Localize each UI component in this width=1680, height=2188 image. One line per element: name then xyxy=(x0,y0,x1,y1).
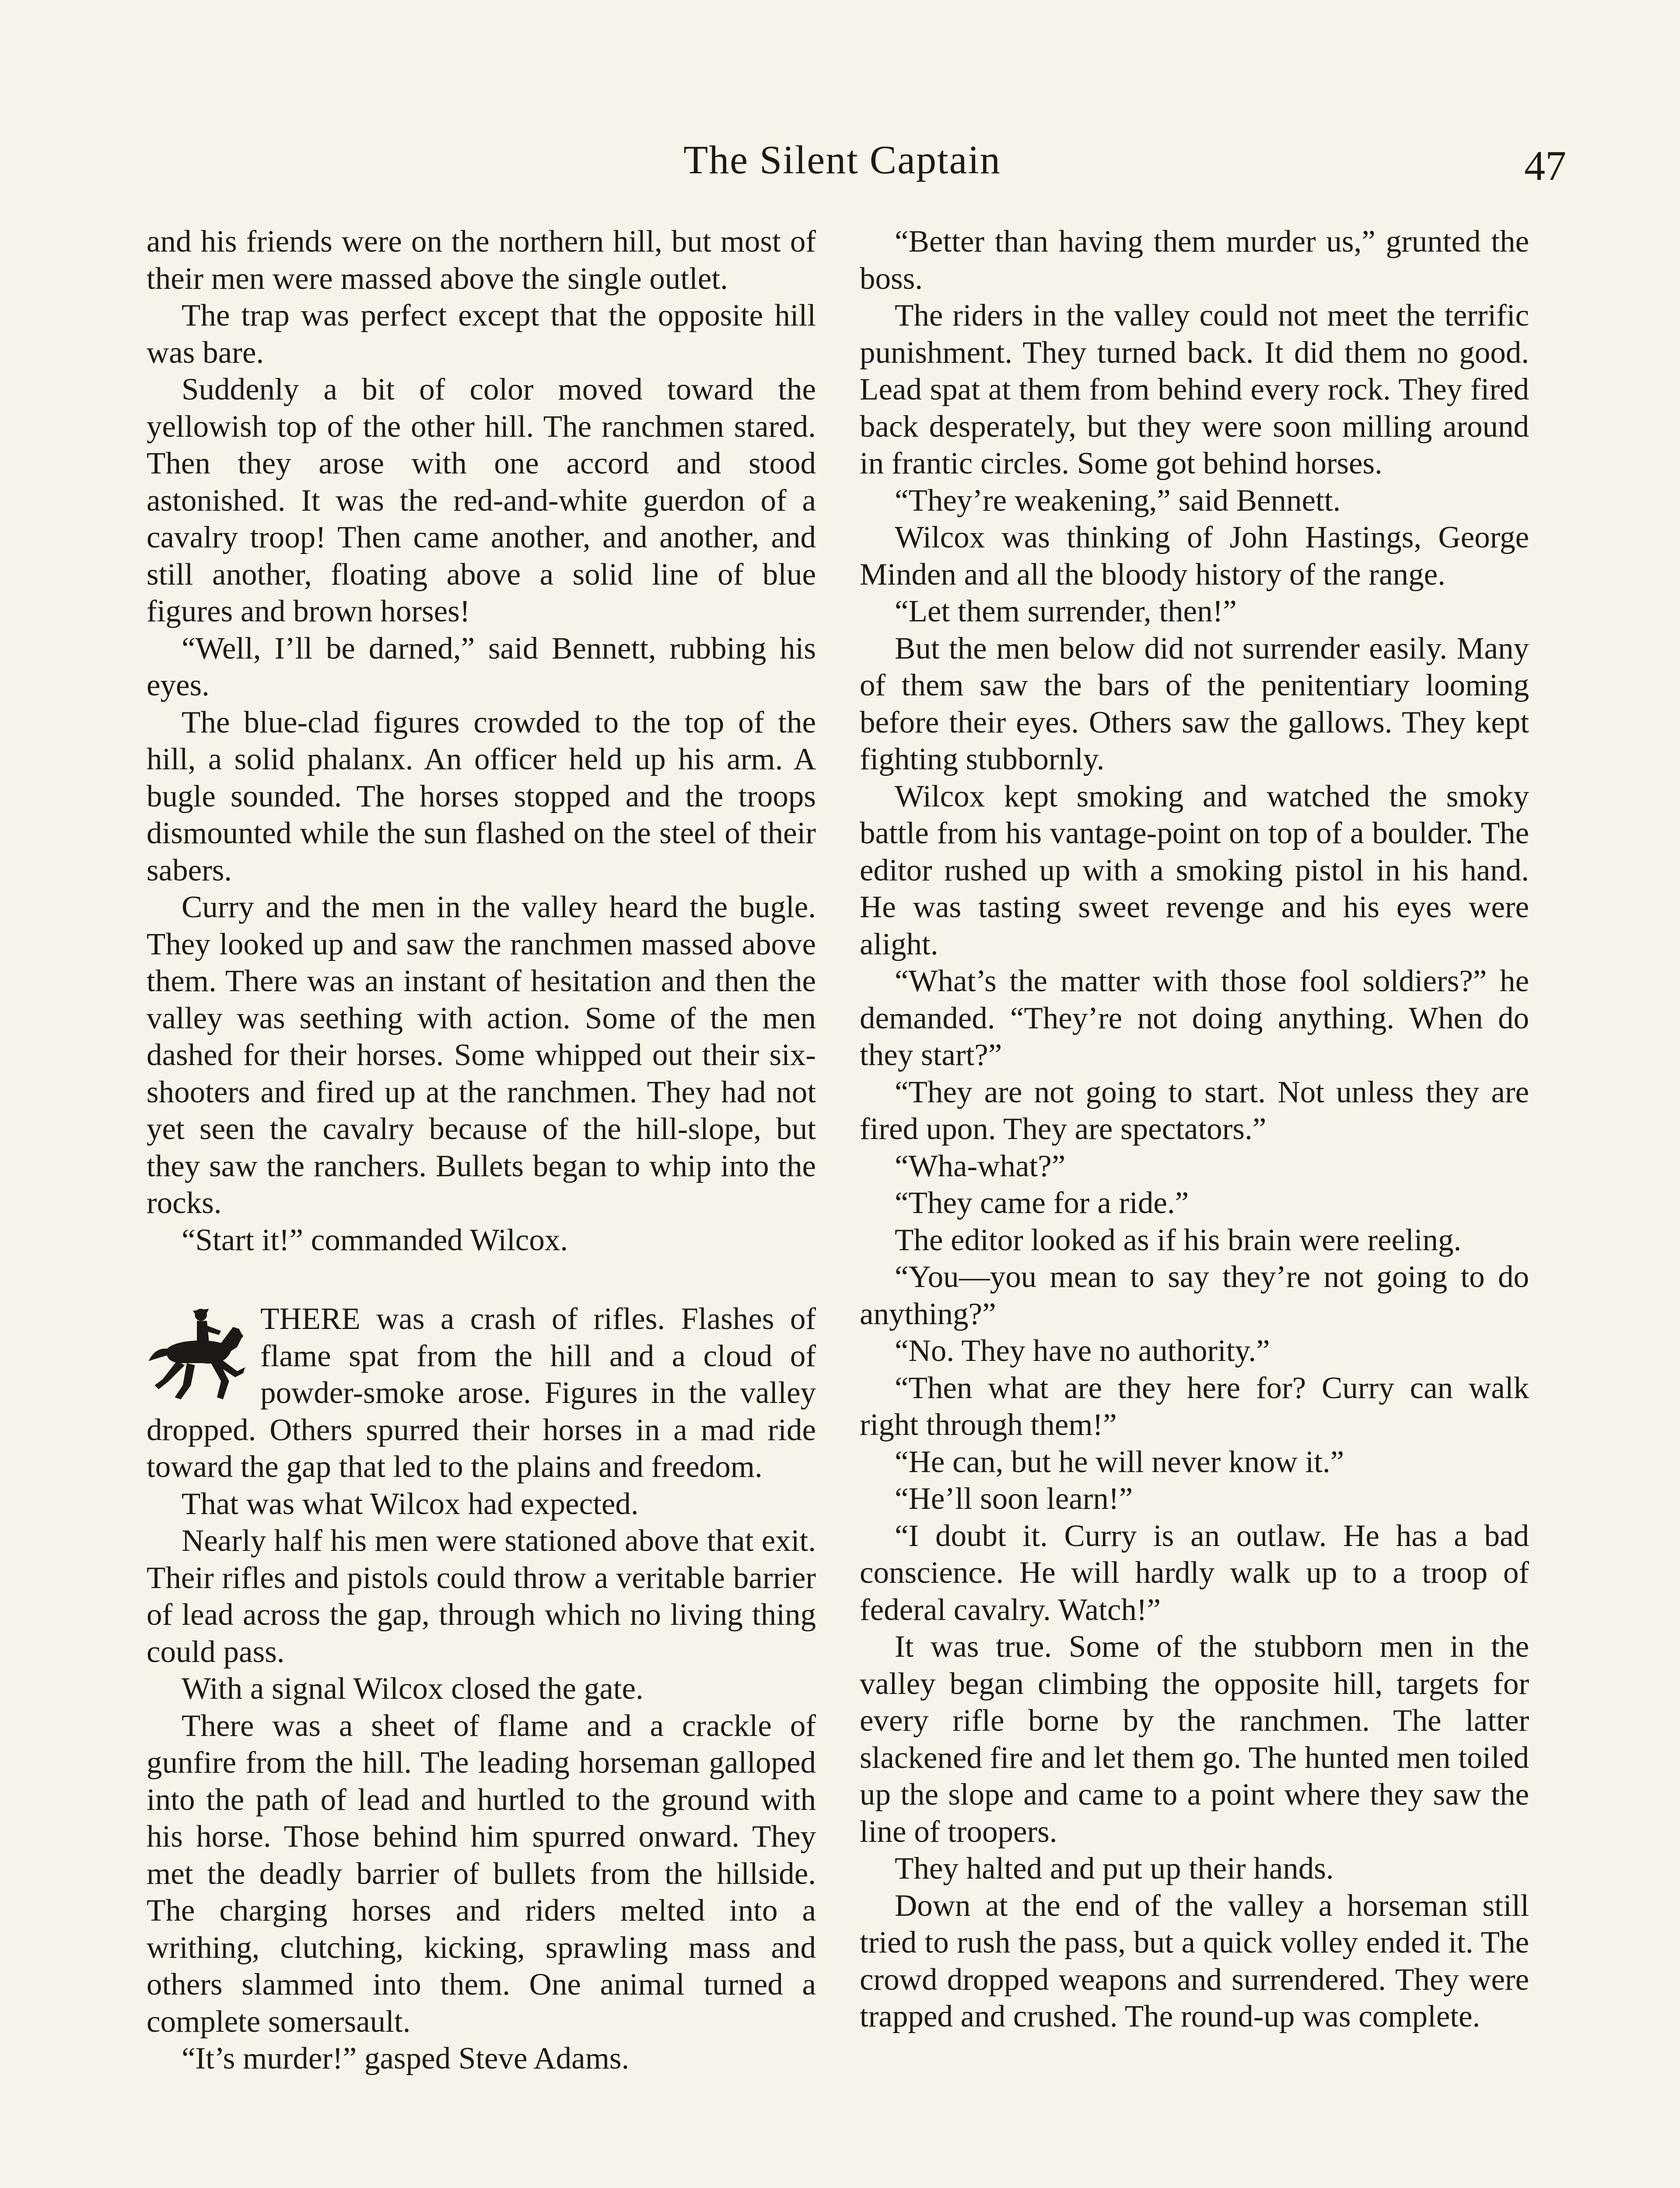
paragraph: and his friends were on the northern hill, but most of their men were massed above the single outlet. xyxy=(147,224,816,296)
paragraph: Nearly half his men were stationed above that exit. Their rifles and pistols could throw a veritable barrier of lead across the gap, through which no living thing could pass. xyxy=(147,1524,816,1669)
paragraph: “They came for a ride.” xyxy=(895,1186,1189,1220)
paragraph: “Start it!” commanded Wilcox. xyxy=(182,1223,568,1257)
paragraph: “He can, but he will never know it.” xyxy=(895,1445,1344,1479)
right-column xyxy=(860,223,1529,2035)
page-number: 47 xyxy=(1524,142,1566,189)
paragraph: The blue-clad figures crowded to the top of the hill, a solid phalanx. An officer held up his arm. A bugle sounded. The horses stopped and the troops dismounted while the sun flashed on the steel of their sabers. xyxy=(147,705,816,887)
paragraph: “What’s the matter with those fool soldiers?” he demanded. “They’re not doing anything. When do they start?” xyxy=(860,964,1529,1072)
page-header xyxy=(0,127,1680,193)
paragraph: But the men below did not surrender easily. Many of them saw the bars of the penitentiary looming before their eyes. Others saw the gallows. They kept fighting stubbornly. xyxy=(860,631,1529,776)
paragraph: Suddenly a bit of color moved toward the yellowish top of the other hill. The ranchmen stared. Then they arose with one accord and stood astonished. It was the red-and-white guerdon of a cavalry troop! Then came another, and another, and still another, floating above a solid line of blue figures and brown horses! xyxy=(147,372,816,628)
paragraph: “Well, I’ll be darned,” said Bennett, rubbing his eyes. xyxy=(147,631,816,702)
paragraph: “Better than having them murder us,” grunted the boss. xyxy=(860,224,1529,296)
paragraph: “Wha-what?” xyxy=(895,1149,1066,1183)
paragraph: There was a sheet of flame and a crackle of gunfire from the hill. The leading horseman galloped into the path of lead and hurtled to the ground with his horse. Those behind him spurred onward. They met the deadly barrier of bullets from the hillside. The charging horses and riders melted into a writhing, clutching, kicking, sprawling mass and others slammed into them. One animal turned a complete somersault. xyxy=(147,1708,816,2039)
paragraph: With a signal Wilcox closed the gate. xyxy=(182,1672,644,1706)
paragraph: “They’re weakening,” said Bennett. xyxy=(895,483,1341,518)
paragraph: Down at the end of the valley a horseman still tried to rush the pass, but a quick volley ended it. The crowd dropped weapons and surrendered. They were trapped and crushed. The round-up was complete. xyxy=(860,1888,1529,2034)
paragraph: Wilcox kept smoking and watched the smoky battle from his vantage-point on top of a boulder. The editor rushed up with a smoking pistol in his hand. He was tasting sweet revenge and his eyes were alight. xyxy=(860,779,1529,961)
paragraph: “He’ll soon learn!” xyxy=(895,1482,1133,1516)
paragraph: “It’s murder!” gasped Steve Adams. xyxy=(182,2041,630,2076)
paragraph: They halted and put up their hands. xyxy=(895,1851,1334,1886)
paragraph: “Let them surrender, then!” xyxy=(895,594,1237,628)
paragraph: It was true. Some of the stubborn men in the valley began climbing the opposite hill, targets for every rifle borne by the ranchmen. The latter slackened fire and let them go. The hunted men toiled up the slope and came to a point where they saw the line of troopers. xyxy=(860,1630,1529,1849)
paragraph: That was what Wilcox had expected. xyxy=(182,1487,639,1521)
paragraph: “You—you mean to say they’re not going to do anything?” xyxy=(860,1260,1529,1331)
paragraph: Curry and the men in the valley heard the bugle. They looked up and saw the ranchmen massed above them. There was an instant of hesitation and then the valley was seething with action. Some of the men dashed for their horses. Some whipped out their six-shooters and fired up at the ranchmen. They had not yet seen the cavalry because of the hill-slope, but they saw the ranchers. Bullets began to whip into the rocks. xyxy=(147,890,816,1220)
paragraph: The trap was perfect except that the opposite hill was bare. xyxy=(147,298,816,370)
paragraph: THERE was a crash of rifles. Flashes of flame spat from the hill and a cloud of powder-smoke arose. Figures in the valley dropped. Others spurred their horses in a mad ride toward the gap that led to the plains and freedom. xyxy=(147,1302,816,1484)
paragraph: “They are not going to start. Not unless they are fired upon. They are spectators.” xyxy=(860,1075,1529,1146)
paragraph: “I doubt it. Curry is an outlaw. He has a bad conscience. He will hardly walk up to a troop of federal cavalry. Watch!” xyxy=(860,1518,1529,1627)
paragraph: “No. They have no authority.” xyxy=(895,1334,1270,1368)
paragraph: Wilcox was thinking of John Hastings, George Minden and all the bloody history of the range. xyxy=(860,520,1529,592)
paragraph: “Then what are they here for? Curry can walk right through them!” xyxy=(860,1371,1529,1442)
left-column xyxy=(147,223,816,2077)
paragraph: The editor looked as if his brain were reeling. xyxy=(895,1223,1462,1257)
horse-rider-icon xyxy=(147,1301,247,1406)
paragraph: The riders in the valley could not meet the terrific punishment. They turned back. It did them no good. Lead spat at them from behind every rock. They fired back desperately, but they were soon milling around in frantic circles. Some got behind horses. xyxy=(860,298,1529,480)
running-title: The Silent Captain xyxy=(683,137,1001,182)
